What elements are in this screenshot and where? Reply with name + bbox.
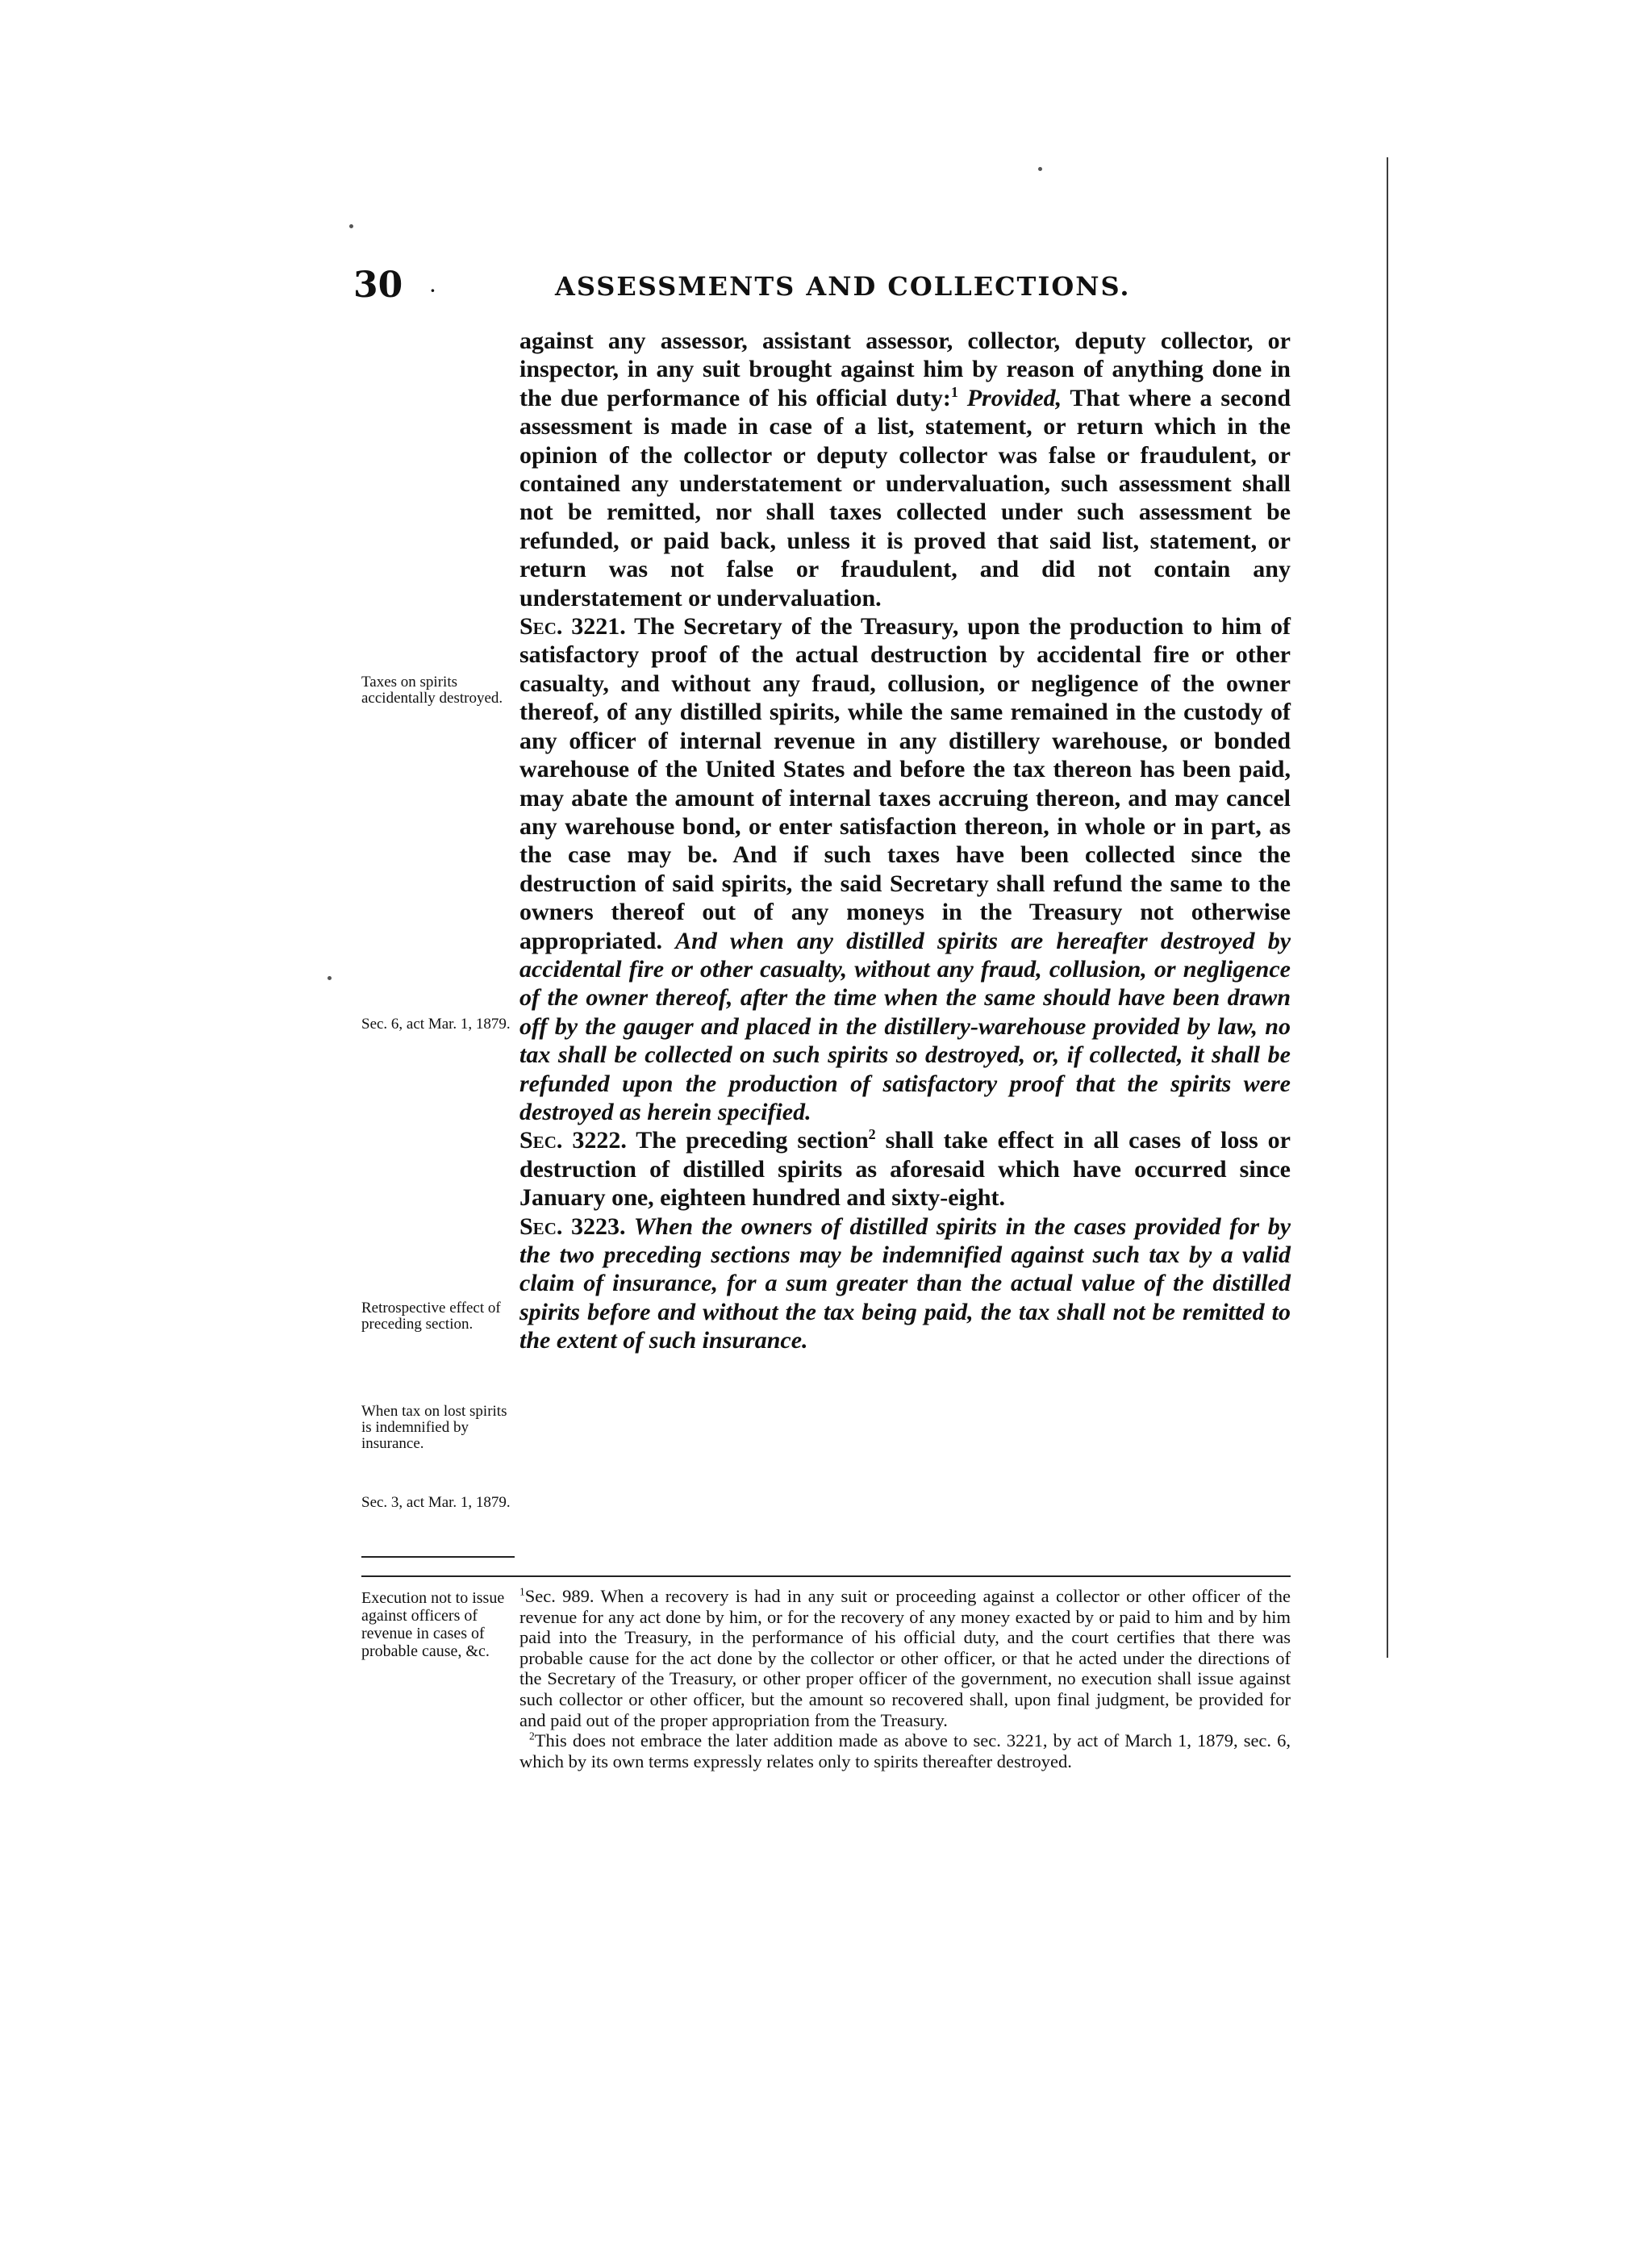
scan-speck — [1038, 167, 1042, 171]
paragraph-continued — [519, 327, 1291, 612]
section-heading: Sec. 3223. — [519, 1212, 626, 1240]
page-number: 30 — [353, 265, 403, 306]
section-text: shall take effect in all cases of loss or destruction of distilled spirits as aforesaid which have occurred since January one, eighteen hundred and sixty-eight. — [519, 1127, 1291, 1212]
footnote-2 — [519, 1730, 1291, 1771]
sidenote-rule — [361, 1556, 515, 1558]
page-number-dot: · — [429, 277, 436, 304]
running-head: ASSESSMENTS AND COLLECTIONS. — [555, 271, 1131, 302]
sidenote-sec6-act: Sec. 6, act Mar. 1, 1879. — [361, 1016, 511, 1033]
sidenote-retrospective: Retrospective effect of preceding section. — [361, 1300, 501, 1333]
provided-italic: Provided, — [966, 384, 1062, 411]
paragraph-text: against any assessor, assistant assessor, collector, deputy collector, or inspector, in any suit brought against him by reason of anything done in the due performance of his official duty: — [519, 328, 1291, 411]
section-text: The Secretary of the Treasury, upon the production to him of satisfactory proof of the actual destruction by accidental fire or other casualty, and without any fraud, collusion, or negligence of the owner thereof, of any distilled spirits, while the same remained in the custody of any officer of internal revenue in any distillery warehouse, or bonded warehouse of the United States and before the tax thereon has been paid, may abate the amount of internal taxes accruing thereon, and may cancel any warehouse bond, or enter satisfaction thereon, in whole or in part, as the case may be. And if such taxes have been collected since the destruction of said spirits, the said Secretary shall refund the same to the owners thereof out of any moneys in the Treasury not otherwise appropriated. — [519, 613, 1291, 954]
section-italic-text: And when any distilled spirits are hereafter destroyed by accidental fire or other casualty, without any fraud, collusion, or negligence of the owner thereof, after the time when the same should have been drawn off by the gauger and placed in the distillery-warehouse provided by law, no tax shall be collected on such spirits so destroyed, or, if collected, it shall be refunded upon the production of satisfactory proof that the spirits were destroyed as herein specified. — [519, 927, 1291, 1125]
section-3222 — [519, 1126, 1291, 1212]
sidenote-execution-not: Execution not to issue against officers of revenue in cases of probable cause, &c. — [361, 1589, 505, 1660]
section-heading: Sec. 3221. — [519, 613, 626, 641]
section-italic-text: When the owners of distilled spirits in the cases provided for by the two preceding sections may be indemnified against such tax by a valid claim of insurance, for a sum greater than the actual value of the distilled spirits before and without the tax being paid, the tax shall not be remitted to the extent of such insurance. — [519, 1212, 1291, 1354]
sidenote-taxes-destroyed: Taxes on spirits accidentally destroyed. — [361, 674, 503, 707]
footnote-marker: 2 — [529, 1730, 535, 1742]
section-3221 — [519, 612, 1291, 1126]
main-text — [519, 327, 1291, 1355]
section-text: The preceding section — [626, 1127, 869, 1154]
footnotes — [519, 1586, 1291, 1771]
footnote-marker: 1 — [519, 1585, 525, 1598]
scan-speck — [349, 224, 353, 228]
page-header — [353, 265, 1362, 313]
paragraph-text: That where a second assessment is made in case of a list, statement, or return which in the opinion of the collector or deputy collector was false or fraudulent, or contained any understatement or undervaluation, such assessment shall not be remitted, nor shall taxes collected under such assessment be refunded, or paid back, unless it is proved that said list, statement, or return was not false or fraudulent, and did not contain any understatement or undervaluation. — [519, 384, 1291, 611]
footnote-ref: 1 — [950, 383, 958, 400]
sidenote-sec3-act: Sec. 3, act Mar. 1, 1879. — [361, 1494, 511, 1511]
section-3223 — [519, 1212, 1291, 1355]
footnote-divider — [361, 1575, 1291, 1577]
scan-edge-line — [1387, 157, 1388, 1658]
footnote-1 — [519, 1586, 1291, 1730]
footnote-text: Sec. 989. When a recovery is had in any suit or proceeding against a collector or other officer of the revenue for any act done by him, or for the recovery of any money exacted by or paid to him and by him paid into the Treasury, in the performance of his official duty, and the court certifies that there was probable cause for the act done by the collector or other officer, or that he acted under the directions of the Secretary of the Treasury, or other proper officer of the government, no execution shall issue against such collector or other officer, but the amount so recovered shall, upon final judgment, be provided for and paid out of the proper appropriation from the Treasury. — [519, 1586, 1291, 1730]
sidenote-when-tax: When tax on lost spirits is indemnified by insurance. — [361, 1403, 507, 1452]
footnote-ref: 2 — [868, 1126, 876, 1143]
section-heading: Sec. 3222. — [519, 1127, 627, 1154]
footnote-text: This does not embrace the later addition made as above to sec. 3221, by act of March 1, 1879, sec. 6, which by its own terms expressly relates only to spirits thereafter destroyed. — [519, 1730, 1291, 1771]
scan-speck — [327, 976, 332, 980]
